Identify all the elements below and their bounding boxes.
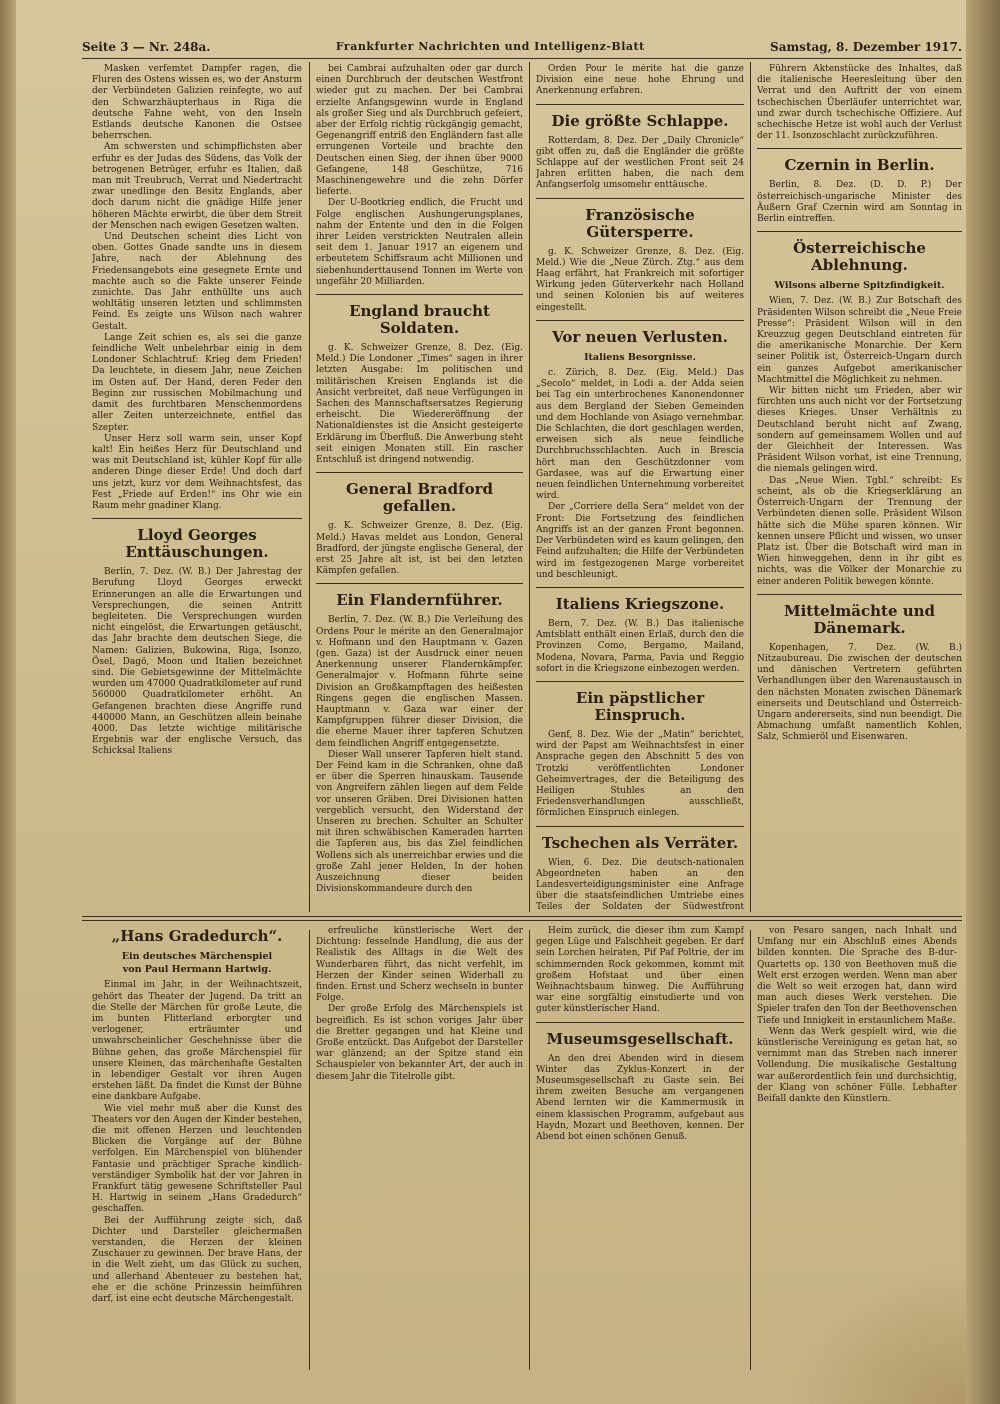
headline-kriegszone: Italiens Kriegszone.	[555, 594, 725, 613]
headline-einspruch: Ein päpstlicher Einspruch.	[575, 688, 705, 724]
article-text: Lange Zeit schien es, als sei die ganze feindliche Welt unbelehrbar einig in dem Londoner Schlachtruf: Krieg dem Frieden! Da leuchtete, in diesem Jahr, neue Zeichen im Osten auf. Der Hand, deren Feder den Beginn zur russischen Mobilmachung und damit des furchtbaren Menschenmordens aller Zeiten unterzeichnete, entfiel das Szepter.	[92, 332, 302, 433]
section-rule	[316, 472, 523, 473]
headline-verlusten: Vor neuen Verlusten.	[552, 327, 728, 346]
headline-england: England braucht Soldaten.	[349, 302, 490, 338]
section-rule	[757, 231, 962, 232]
article-text: Wir bitten nicht um Frieden, aber wir fürchten uns auch nicht vor der Fortsetzung dieses Krieges. Unser Verhältnis zu Deutschland beruht nicht auf Zwang, sondern auf gemeinsamem Wollen und auf der Gleichheit der Interessen. Was Präsident Wilson vorhat, ist eine Trennung, die niemals gelingen wird.	[757, 386, 962, 475]
section-rule	[536, 104, 744, 105]
issue-date: Samstag, 8. Dezember 1917.	[770, 40, 962, 54]
headline-flandern: Ein Flandernführer.	[336, 591, 503, 610]
headline-lloyd-george: Lloyd Georges Enttäuschungen.	[125, 526, 269, 562]
page-binding-edge	[0, 0, 16, 1404]
article-text: Am schwersten und schimpflichsten aber erfuhr es der Judas des Südens, das Volk der betrogenen Betrüger, erfuhr es Italien, daß man mit Treubruch, Verrat und Niedertracht zwar unedlinge den Besitz Englands, aber doch darum nicht die gnädige Hilfe jener höheren Mächte erwirbt, die über dem Streit der Menschen nach ewigen Gesetzen walten.	[92, 142, 302, 231]
article-text: Bern, 7. Dez. (W. B.) Das italienische Amtsblatt enthält einen Erlaß, durch den die Provinzen Como, Bergamo, Mailand, Modena, Novara, Parma, Pavia und Reggio sofort in die Kriegszone einbezogen werden.	[536, 618, 744, 674]
headline-museumsgesellschaft: Museumsgesellschaft.	[546, 1029, 734, 1048]
article-text: Berlin, 7. Dez. (W. B.) Die Verleihung des Ordens Pour le mérite an den Generalmajor v. Hofmann und den Hauptmann v. Gazen (gen. Gaza) ist der Ausdruck einer neuen Anerkennung unserer Flandernkämpfer. Generalmajor v. Hofmann führte seine Division an Großkampftagen des heißesten Ringens gegen die englischen Massen. Hauptmann v. Gaza war einer der Kampfgruppen führer dieser Division, die die eherne Mauer ihrer tapferen Schutzen dem feindlichen Angriff entgegensetzte.	[316, 615, 523, 749]
headline-guetersperre: Französische Gütersperre.	[585, 205, 695, 241]
article-text: Rotterdam, 8. Dez. Der „Daily Chronicle“ gibt offen zu, daß die Engländer die größte Schlappe auf der westlichen Front seit 24 Jahren erlitten haben, die nach dem Anfangserfolg umsomehr enttäusche.	[536, 135, 744, 191]
article-text: Und Deutschen scheint dies Licht von oben. Gottes Gnade sandte uns in diesem Jahre, nach der Ablehnung des Friedensangebots eine gesegnete Ernte und machte auch so die Fakte unserer Feinde zunichte. Das Jahr enthüllte uns auch wohltätig unseren letzten und schlimmsten Feind. Es zeigte uns Wilson nach wahrer Gestalt.	[92, 232, 302, 332]
feuilleton-column-3	[536, 926, 744, 1371]
article-text: von Pesaro sangen, nach Inhalt und Umfang nur ein Abschluß eines Abends bilden konnten. Die Sprache des B-dur-Quartetts op. 130 von Beethoven muß die Welt erst erzogen werden. Wenn man aber die Welt so weit erzogen hat, dann wird man auch dieses Werk verstehen. Die Spieler trafen den Ton der Beethovenschen Tiefe und Innigkeit in erstaunlichem Maße.	[757, 926, 957, 1026]
article-text: Dieser Wall unserer Tapferen hielt stand. Der Feind kam in die Schranken, ohne daß er über die Sperren hinauskam. Tausende von Angreifern zählen liegen auf dem Felde vor unseren Gräben. Drei Divisionen hatten vergeblich versucht, den Widerstand der Unseren zu brechen. Schulter an Schulter mit ihren schwäbischen Kameraden harrten die Tapferen aus, bis das Ziel feindlichen Wollens sich als unerreichbar erwies und die große Zahl jener Helden, In der hohen Auszeichnung dieser beiden Divisionskommandeure durch den	[316, 749, 523, 895]
article-text: Heim zurück, die dieser ihm zum Kampf gegen Lüge und Falschheit gegeben. Er darf sein Lorchen heiraten, Pif Paf Poltrie, der im schimmernden Rock gekommen, kommt mit großem Hofstaat und über einen Weihnachtsbaum hinweg. Die Aufführung war eine sorgfältig einstudierte und von guter künstlerischer Hand.	[536, 926, 744, 1015]
feuilleton-subtitle: Ein deutsches Märchenspiel	[121, 951, 273, 962]
section-rule	[536, 198, 744, 199]
article-text: Orden Pour le mérite hat die ganze Division eine neue hohe Ehrung und Anerkennung erfahren.	[536, 64, 744, 97]
article-text: Berlin, 8. Dez. (D. D. P.) Der österreichisch-ungarische Minister des Äußern Graf Czernin wird am Sonntag in Berlin eintreffen.	[757, 180, 962, 225]
section-rule	[92, 518, 302, 519]
article-text: Der „Corriere della Sera“ meldet von der Front: Die Fortsetzung des feindlichen Angriffs ist an der ganzen Front begonnen. Der Verbündeten wird es kaum gelingen, den Feind aufzuhalten; die Hilfe der Verbündeten wird im festgezogenen Marge vorbereitet und beschleunigt.	[536, 502, 744, 580]
headline-bradford: General Bradford gefallen.	[346, 480, 493, 516]
section-rule	[316, 583, 523, 584]
column-2	[316, 64, 523, 912]
column-rule	[750, 62, 751, 912]
article-text: Kopenhagen, 7. Dez. (W. B.) Nitzaubureau. Die zwischen der deutschen und dänischen Vertretern geführten Verhandlungen über den Warenaustausch in den nächsten Monaten zwischen Dänemark einerseits und Deutschland und Österreich-Ungarn andererseits, sind nun beendigt. Die Abmachung umfaßt namentlich Kohlen, Salz, Schmieröl und Eisenwaren.	[757, 642, 962, 743]
headline-czernin: Czernin in Berlin.	[784, 156, 935, 175]
headline-verraeter: Tschechen als Verräter.	[541, 833, 739, 852]
article-text: Der U-Bootkrieg endlich, die Frucht und Folge englischen Aushungerungsplanes, nahm der Entente und den in die Folgen ihrer Leiden verstrickten Neutralen allein seit dem 1. Januar 1917 an eigenem und erbeutetem Schiffsraum acht Millionen und siebenhunderttausend Tonnen im Werte von ungefähr 20 Milliarden.	[316, 198, 523, 287]
article-text: c. Zürich, 8. Dez. (Eig. Meld.) Das „Secolo“ meldet, in Lodi a. der Adda seien bei Tag ein unterbrochenes Kanonendonner aus dem Bergland der Sieben Gemeinden und dem Hochlande von Asiago vernehmbar. Die Schlachten, die dort geschlagen werden, erweisen sich als neue feindliche Durchbruchsschlachten. Auch in Brescia hört man den Geschützdonner vom Gardasee, was auf die Erwartung einer neuen feindlichen Unternehmung vorbereitet wird.	[536, 368, 744, 502]
article-text: An den drei Abenden wird in diesem Winter das Zyklus-Konzert in der Museumsgesellschaft zu Gaste sein. Bei ihrem zweiten Besuche am vergangenen Abend lernten wir die Kammermusik in einem klassischen Programm, aufgebaut aus Haydn, Mozart und Beethoven, kennen. Der Abend bot einen schönen Genuß.	[536, 1053, 744, 1143]
headline-daenemark: Mittelmächte und Dänemark.	[783, 601, 936, 637]
headline-schlappe: Die größte Schlappe.	[551, 111, 729, 130]
column-1	[92, 64, 302, 912]
page-header	[82, 40, 962, 59]
article-text: Das „Neue Wien. Tgbl.“ schreibt: Es scheint, als ob die Kriegserklärung an Österreich-Ungarn der Trennung der Verbündeten dienen solle. Präsident Wilson hätte sich die Mühe sparen können. Wir kennen unsere Pflicht und wissen, wo unser Platz ist. Über die Botschaft wird man in Wien hinweggehen, denn in ihr gibt es nichts, was die Völker der Monarchie zu einer anderen Politik bewegen könnte.	[757, 475, 962, 587]
subheadline: Wilsons alberne Spitzfindigkeit.	[774, 280, 945, 292]
feuilleton-column-1	[92, 926, 302, 1371]
page-right-edge	[966, 0, 1000, 1404]
column-rule	[309, 62, 310, 912]
newspaper-title: Frankfurter Nachrichten und Intelligenz-Blatt	[335, 40, 645, 53]
article-text: Wien, 7. Dez. (W. B.) Zur Botschaft des Präsidenten Wilson schreibt die „Neue Freie Presse“: Präsident Wilson will in den Kreuzzug gegen Deutschland eintreten für die amerikanische Monarchie. Der Kern seiner Politik ist, Österreich-Ungarn durch ein ganzes Aufgebot amerikanischer Machtmittel die Möglichkeit zu nehmen.	[757, 296, 962, 385]
subheadline: Italiens Besorgnisse.	[584, 351, 696, 363]
article-text: bei Cambrai aufzuhalten oder gar durch einen Durchbruch der deutschen Westfront wieder gut zu machen. Der bei Cambrai erzielte Anfangsgewinn wurde in England als großer Sieg und als Durchbruch gefeiert, aber der Erfolg richtig rückgängig gemacht, Gegenangriff entriß den Engländern fast alle errungenen Vorteile und brachte den Deutschen einen Sieg, der ihnen über 9000 Gefangene, 148 Geschütze, 716 Maschinengewehre und die zehn Dörfer lieferte.	[316, 64, 523, 198]
column-rule	[529, 930, 530, 1370]
section-rule	[536, 1022, 744, 1023]
article-text: Berlin, 7. Dez. (W. B.) Der Jahrestag der Berufung Lloyd Georges erweckt Erinnerungen an alle die Erwartungen und Versprechungen, die seinen Antritt begleiteten. Die Versprechungen wurden nicht eingelöst, die Erwartungen getäuscht, das Jahr brachte dem deutschen Siege, die Namen: Galizien, Bukowina, Riga, Isonzo, Ösel, Dagö, Moon und Italien bezeichnet sind. Die Gebietsgewinne der Mittelmächte wurden um 47000 Quadratkilometer auf rund 560000 Quadratkilometer erhöht. An Gefangenen brachten diese Angriffe rund 440000 Mann, an Geschützen allein beinahe 4000. Das letzte wichtige militärische Ergebnis war der englische Versuch, das Schicksal Italiens	[92, 567, 302, 757]
section-rule	[536, 826, 744, 827]
feuilleton-column-2	[316, 926, 523, 1371]
section-rule	[757, 594, 962, 595]
article-text: erfreuliche künstlerische Wert der Dichtung: fesselnde Handlung, die aus der Realistik des Alltags in die Welt des Wunderbaren führt, das nicht verfehlt, im Herzen der Kinder seinen Widerhall zu finden. Ernst und Scherz wechseln in bunter Folge.	[316, 926, 523, 1004]
article-text: Einmal im Jahr, in der Weihnachtszeit, gehört das Theater der Jugend. Da tritt an die Stelle der Märchen für große Leute, die im bunten Flitterland erborgter und verlogener, erträumter und unwahrscheinlicher Geschehnisse über die Bühne gehen, das große Märchenspiel für unsere Kleinen, das märchenhafte Gestalten in lebendiger Gestalt vor ihren Augen erstehen läßt. Da findet die Kunst der Bühne eine dankbare Aufgabe.	[92, 980, 302, 1103]
headline-hans-gradedurch: „Hans Gradedurch“.	[111, 927, 283, 945]
section-rule	[536, 587, 744, 588]
feuilleton-column-4	[757, 926, 957, 1371]
feuilleton-divider	[82, 916, 962, 921]
article-text: g. K. Schweizer Grenze, 8. Dez. (Eig. Meld.) Wie die „Neue Zürch. Ztg.“ aus dem Haag erfährt, hat Frankreich mit sofortiger Wirkung jeden Güterverkehr nach Holland und seinen Kolonien bis auf weiteres eingestellt.	[536, 246, 744, 313]
section-rule	[536, 681, 744, 682]
column-rule	[309, 930, 310, 1370]
article-text: Wie viel mehr muß aber die Kunst des Theaters vor den Augen der Kinder bestehen, die mit offenen Herzen und leuchtenden Blicken die Vorgänge auf der Bühne verfolgen. Ein Märchenspiel von blühender Fantasie und prächtiger Sprache kindlich-verständiger Symbolik hat der vor Jahren in Frankfurt tätig gewesene Schriftsteller Paul H. Hartwig in seinem „Hans Gradedurch“ geschaffen.	[92, 1103, 302, 1215]
article-text: Bei der Aufführung zeigte sich, daß Dichter und Darsteller gleichermaßen verstanden, die Herzen der kleinen Zuschauer zu gewinnen. Der brave Hans, der in die Welt zieht, um das Glück zu suchen, und allerhand Abenteuer zu bestehen hat, ehe er die schöne Prinzessin heimführen darf, ist eine echt deutsche Märchengestalt.	[92, 1215, 302, 1305]
section-rule	[536, 320, 744, 321]
column-rule	[750, 930, 751, 1370]
article-text: Führern Aktenstücke des Inhaltes, daß die italienische Heeresleitung über den Verrat und den Auftritt der von einem tschechischen Überläufer unterrichtet war, und zwar durch tschechische Offiziere. Auf schechische Hetze ist wohl auch der Verlust der 11. Isonzoschlacht zurückzuführen.	[757, 64, 962, 142]
column-4	[757, 64, 962, 912]
article-text: g. K. Schweizer Grenze, 8. Dez. (Eig. Meld.) Die Londoner „Times“ sagen in ihrer letzten Ausgabe: Im politischen und militärischen Kreisen Englands ist die Ansicht verbreitet, daß neue Verfügungen in Sachen des Mannschaftsersatzes Regierung erheischt. Die Wiedereröffnung der Nationaldienstes ist die Ansicht gesteigerte Erklärung im Überfluß. Die Anwerbung steht seit einigen Monaten still. Ein rascher Entschluß ist dringend notwendig.	[316, 343, 523, 466]
article-text: Genf, 8. Dez. Wie der „Matin“ berichtet, wird der Papst am Weihnachtsfest in einer Ansprache gegen den Abschnitt 5 des von Trotzki veröffentlichten Londoner Geheimvertrages, der die Beteiligung des Heiligen Stuhles an den Friedensverhandlungen ausschließt, förmlichen Einspruch einlegen.	[536, 729, 744, 819]
article-text: Der große Erfolg des Märchenspiels ist begreiflich. Es ist schon voriges Jahr über die Bretter gegangen und hat Kleine und Große entzückt. Das Aufgebot der Darsteller war glänzend; an der Spitze stand ein Schauspieler von bekannter Art, der auch in diesem Jahr die Titelrolle gibt.	[316, 1004, 523, 1082]
headline-ablehnung: Österreichische Ablehnung.	[793, 239, 926, 275]
article-text: Masken verfemtet Dampfer ragen, die Fluren des Ostens wissen es, wo der Ansturm der Verbündeten Galizien reinfegte, wo auf den Schwarzhäupterhaus in Riga die deutsche Fahne weht, von den Inseln Estlands deutsche Kanonen die Ostsee beherrschen.	[92, 64, 302, 142]
article-text: Wien, 6. Dez. Die deutsch-nationalen Abgeordneten haben an den Landesverteidigungsminister eine Anfrage über die staatsfeindlichen Umtriebe eines Teiles der Soldaten der Südwestfront	[536, 857, 744, 912]
article-text: Wenn das Werk gespielt wird, wie die künstlerische Vereinigung es getan hat, so vernimmt man das Streben nach innerer Vollendung. Die musikalische Gestaltung war außerordentlich fein und durchsichtig, der Klang von schöner Fülle. Lebhafter Beifall dankte den Künstlern.	[757, 1026, 957, 1105]
article-text: Unser Herz soll warm sein, unser Kopf kalt! Ein heißes Herz für Deutschland und was mit Deutschland ist, kühler Kopf für alle anderen Dinge dieser Erde! Und doch darf uns jetzt, kurz vor dem Weihnachtsfest, das Fest „Friede auf Erden!“ ins Ohr wie ein Raum mehr gnadiner Klang.	[92, 433, 302, 511]
page-number: Seite 3 — Nr. 248a.	[82, 40, 211, 54]
feuilleton-author: von Paul Hermann Hartwig.	[122, 964, 272, 976]
section-rule	[316, 294, 523, 295]
column-rule	[529, 62, 530, 912]
article-text: g. K. Schweizer Grenze, 8. Dez. (Eig. Meld.) Havas meldet aus London, General Bradford, der jüngste englische General, der erst 25 Jahre alt ist, ist bei den letzten Kämpfen gefallen.	[316, 521, 523, 577]
column-3	[536, 64, 744, 912]
section-rule	[757, 148, 962, 149]
